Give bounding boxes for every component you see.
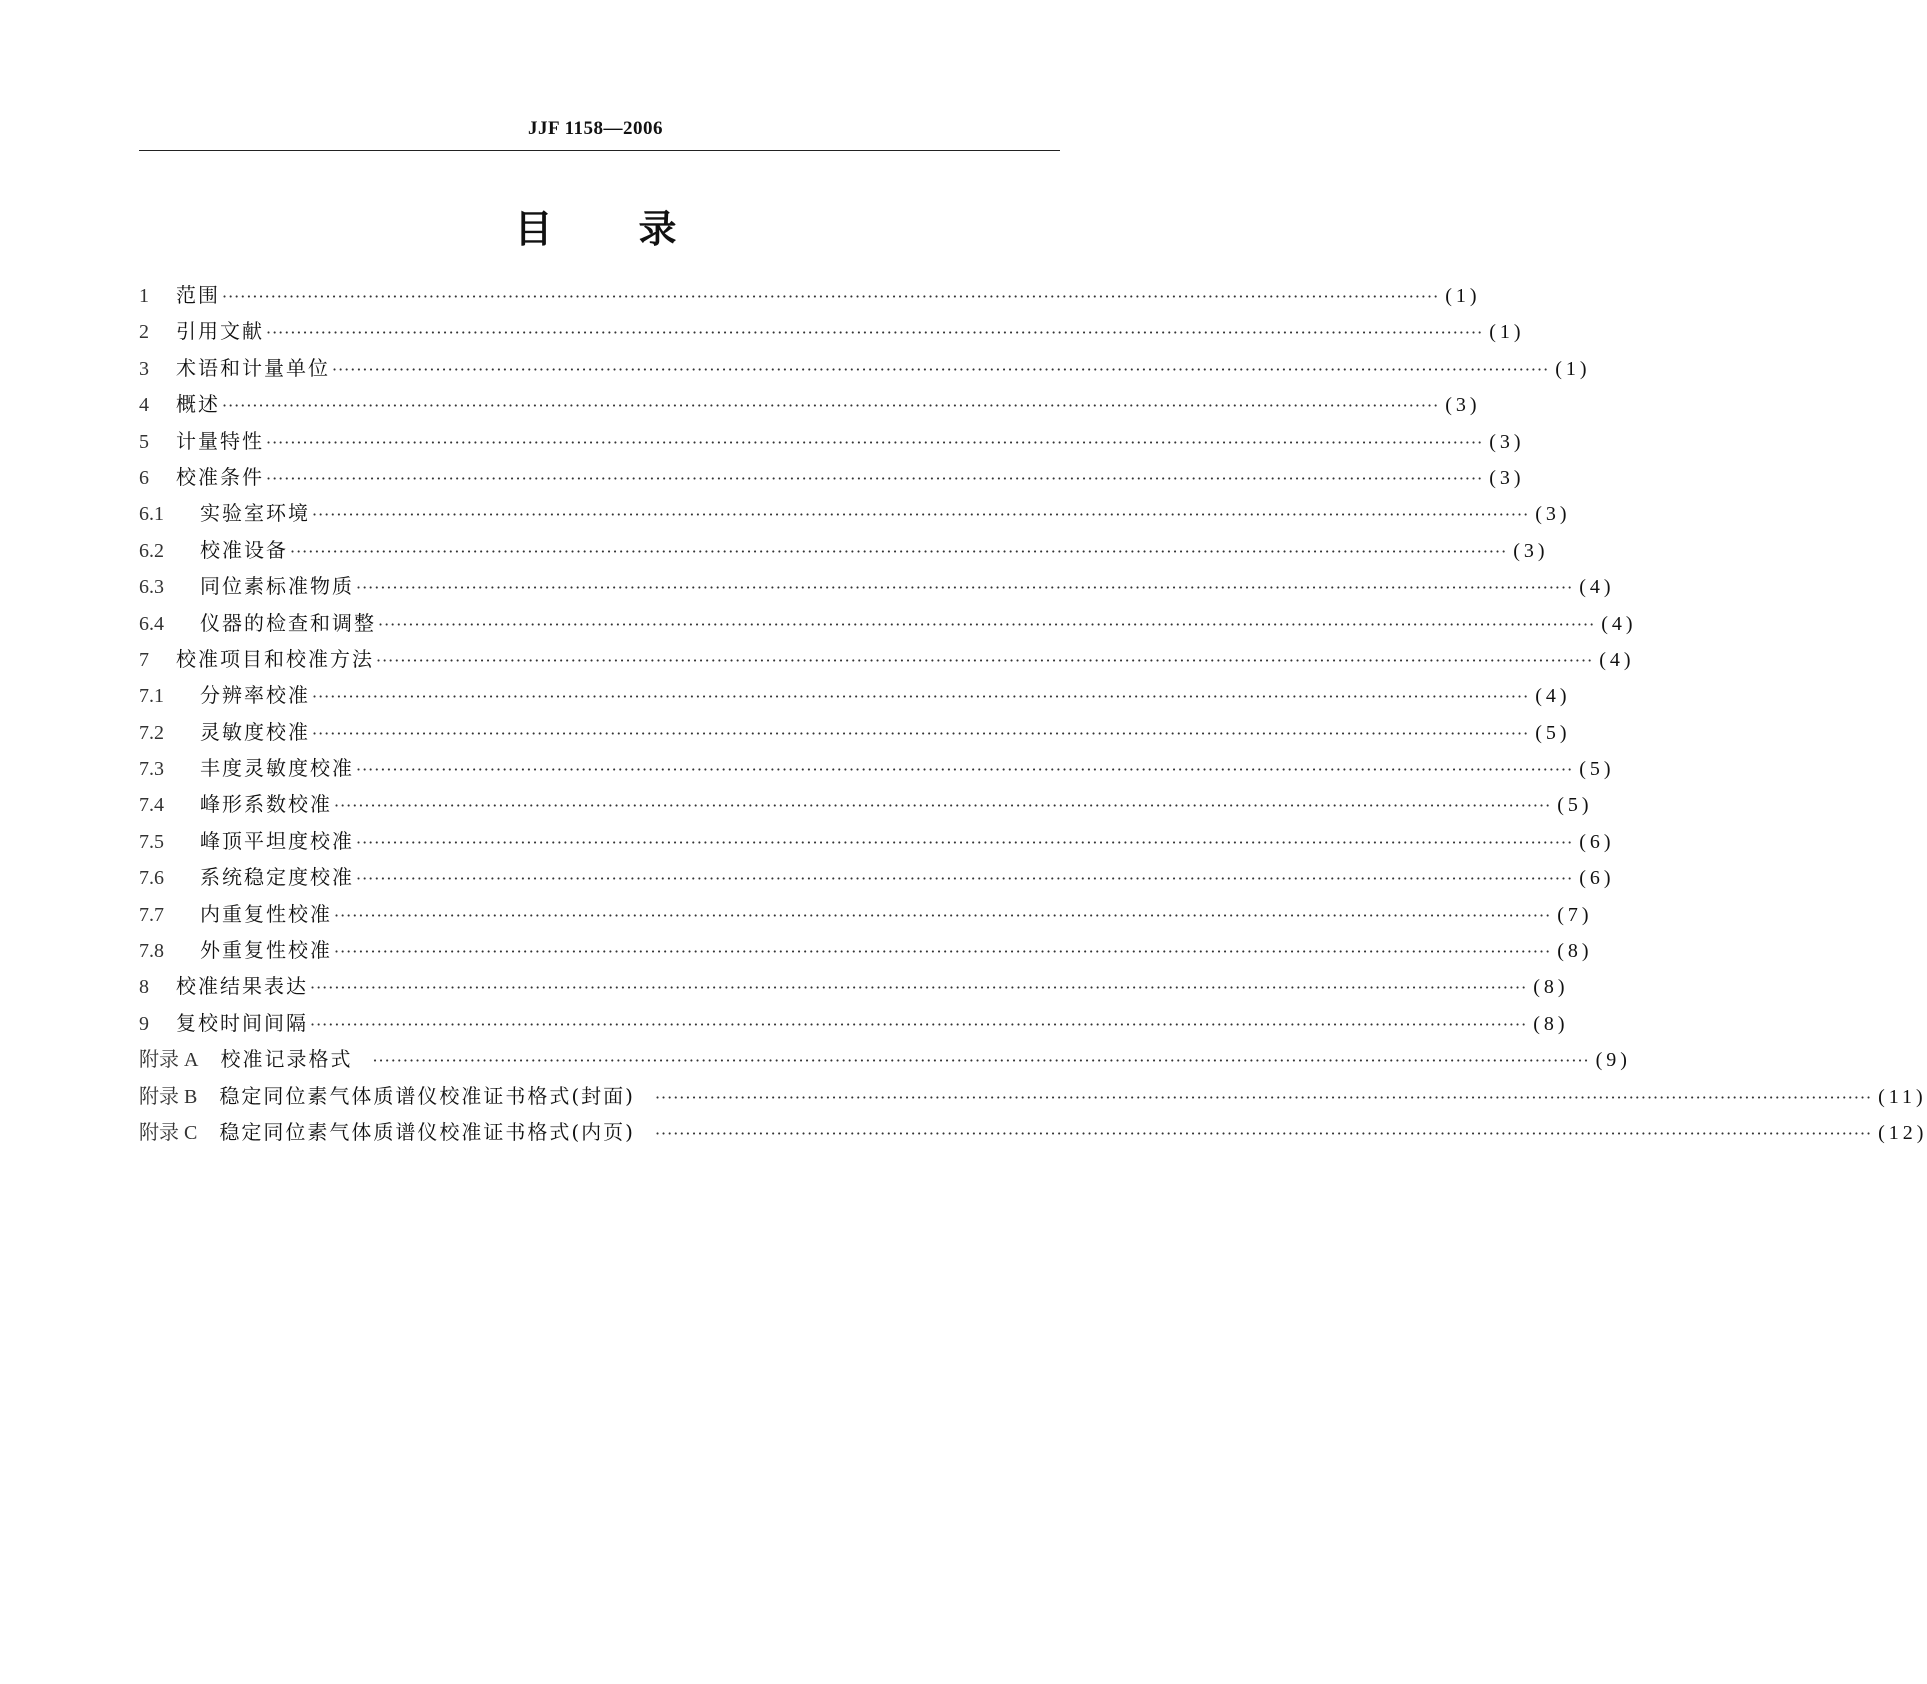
toc-entry[interactable]	[139, 677, 1571, 713]
toc-heading	[0, 198, 1191, 253]
toc-entry-page: (4)	[1599, 648, 1635, 671]
toc-entry-page: (11)	[1878, 1085, 1927, 1108]
toc-entry-page: (3)	[1489, 430, 1525, 453]
toc-entry-title: 校准结果表达	[176, 974, 308, 999]
document-code: JJF 1158—2006	[527, 118, 664, 139]
toc-entry-page: (1)	[1445, 285, 1481, 307]
toc-entry-page: (8)	[1533, 1012, 1569, 1035]
toc-entry-page: (7)	[1557, 903, 1593, 926]
toc-leader-dots: ········································································································································································································	[310, 1014, 1528, 1034]
toc-entry-number: 7	[139, 648, 149, 671]
toc-entry-number: 附录 B	[139, 1085, 198, 1108]
toc-entry[interactable]	[139, 823, 1615, 859]
toc-entry-number: 3	[139, 357, 149, 380]
toc-leader-dots: ········································································································································································································	[356, 869, 1574, 889]
toc-entry-number: 6.1	[139, 503, 164, 526]
toc-leader-dots: ········································································································································································································	[266, 468, 1484, 488]
toc-entry-number: 6.2	[139, 539, 164, 562]
toc-leader-dots: ········································································································································································································	[378, 614, 1596, 634]
toc-entry-number: 附录 C	[139, 1121, 198, 1144]
toc-entry[interactable]	[139, 350, 1591, 386]
toc-entry-number: 7.5	[139, 830, 164, 853]
toc-entry-number: 7.6	[139, 867, 164, 890]
toc-entry-title: 同位素标准物质	[200, 574, 354, 599]
toc-entry[interactable]	[139, 1005, 1569, 1041]
toc-heading-char-2: 录	[638, 207, 677, 251]
toc-entry-number: 附录 A	[139, 1049, 199, 1072]
toc-leader-dots: ········································································································································································································	[312, 723, 1530, 743]
toc-entry-title: 分辨率校准	[200, 683, 310, 708]
toc-entry-page: (8)	[1533, 976, 1569, 999]
toc-entry[interactable]	[139, 277, 1481, 313]
toc-entry-page: (9)	[1595, 1049, 1631, 1072]
toc-entry-page: (6)	[1579, 830, 1615, 853]
toc-entry-page: (8)	[1557, 940, 1593, 963]
toc-entry-title: 概述	[176, 392, 220, 417]
toc-entry-title: 范围	[176, 283, 220, 307]
toc-entry-title: 外重复性校准	[200, 938, 332, 963]
toc-leader-dots: ········································································································································································································	[290, 541, 1508, 561]
toc-entry-number: 7.8	[139, 940, 164, 963]
toc-entry-page: (3)	[1513, 539, 1549, 562]
toc-entry-title: 复校时间间隔	[176, 1010, 308, 1035]
toc-entry-page: (1)	[1555, 357, 1591, 380]
toc-entry-title: 峰顶平坦度校准	[200, 828, 354, 853]
toc-entry-page: (5)	[1535, 721, 1571, 744]
toc-entry[interactable]	[139, 459, 1525, 495]
table-of-contents	[139, 277, 1927, 1150]
toc-entry-number: 8	[139, 976, 149, 999]
toc-entry-title: 校准条件	[176, 464, 264, 489]
toc-entry[interactable]	[139, 641, 1635, 677]
toc-leader-dots: ········································································································································································································	[334, 796, 1552, 816]
toc-entry[interactable]	[139, 968, 1569, 1004]
toc-entry-title: 稳定同位素气体质谱仪校准证书格式(内页)	[219, 1119, 635, 1144]
toc-entry-title: 灵敏度校准	[200, 719, 310, 744]
toc-leader-dots: ········································································································································································································	[356, 760, 1574, 780]
toc-entry[interactable]	[139, 605, 1637, 641]
toc-entry-number: 7.2	[139, 721, 164, 744]
toc-entry[interactable]	[139, 750, 1615, 786]
toc-entry[interactable]	[139, 313, 1525, 349]
toc-entry-title: 峰形系数校准	[200, 792, 332, 817]
toc-leader-dots: ········································································································································································································	[356, 578, 1574, 598]
toc-entry[interactable]	[139, 532, 1549, 568]
toc-leader-dots: ········································································································································································································	[334, 942, 1552, 962]
toc-entry[interactable]	[139, 1078, 1927, 1114]
toc-entry-page: (3)	[1489, 466, 1525, 489]
header-divider	[139, 150, 1060, 151]
toc-entry-number: 4	[139, 394, 149, 417]
toc-heading-char-1: 目	[514, 207, 553, 251]
toc-leader-dots: ········································································································································································································	[312, 687, 1530, 707]
toc-entry-page: (4)	[1579, 576, 1615, 599]
toc-leader-dots: ········································································································································································································	[334, 905, 1552, 925]
toc-entry-title: 校准记录格式	[220, 1047, 353, 1072]
toc-leader-dots: ········································································································································································································	[654, 1123, 1873, 1143]
toc-entry[interactable]	[139, 495, 1571, 531]
toc-entry[interactable]	[139, 859, 1615, 895]
toc-entry-number: 6.3	[139, 576, 164, 599]
toc-entry-title: 引用文献	[176, 319, 264, 344]
toc-entry[interactable]	[139, 786, 1593, 822]
toc-entry-number: 9	[139, 1012, 149, 1035]
toc-leader-dots: ········································································································································································································	[372, 1051, 1590, 1071]
toc-entry-number: 6.4	[139, 612, 164, 635]
toc-entry-number: 6	[139, 466, 149, 489]
toc-entry-page: (12)	[1878, 1121, 1927, 1144]
toc-leader-dots: ········································································································································································································	[310, 978, 1528, 998]
toc-leader-dots: ········································································································································································································	[332, 359, 1550, 379]
toc-entry-number: 7.1	[139, 685, 164, 708]
toc-entry[interactable]	[139, 423, 1525, 459]
toc-entry[interactable]	[139, 1041, 1631, 1077]
toc-entry-title: 校准项目和校准方法	[176, 646, 374, 671]
toc-entry-number: 7.7	[139, 903, 164, 926]
toc-entry-page: (3)	[1535, 503, 1571, 526]
toc-entry-title: 稳定同位素气体质谱仪校准证书格式(封面)	[219, 1083, 635, 1108]
toc-entry-page: (4)	[1601, 612, 1637, 635]
toc-leader-dots: ········································································································································································································	[222, 396, 1440, 416]
toc-entry-title: 术语和计量单位	[176, 355, 330, 380]
toc-entry-page: (5)	[1557, 794, 1593, 817]
toc-entry-page: (6)	[1579, 867, 1615, 890]
toc-entry-number: 1	[139, 285, 149, 307]
toc-entry-title: 系统稳定度校准	[200, 865, 354, 890]
toc-leader-dots: ········································································································································································································	[266, 432, 1484, 452]
toc-entry-number: 7.3	[139, 758, 164, 781]
toc-entry-page: (4)	[1535, 685, 1571, 708]
toc-entry-number: 5	[139, 430, 149, 453]
toc-entry-number: 7.4	[139, 794, 164, 817]
toc-leader-dots: ········································································································································································································	[654, 1087, 1873, 1107]
toc-entry-title: 内重复性校准	[200, 901, 332, 926]
toc-entry-title: 计量特性	[176, 428, 264, 453]
toc-leader-dots: ········································································································································································································	[376, 650, 1594, 670]
toc-leader-dots: ········································································································································································································	[222, 287, 1440, 306]
toc-leader-dots: ········································································································································································································	[266, 323, 1484, 343]
toc-entry-page: (5)	[1579, 758, 1615, 781]
toc-entry[interactable]	[139, 896, 1593, 932]
toc-entry[interactable]	[139, 714, 1571, 750]
toc-entry-number: 2	[139, 321, 149, 344]
toc-leader-dots: ········································································································································································································	[356, 832, 1574, 852]
toc-entry-page: (3)	[1445, 394, 1481, 417]
toc-entry-title: 丰度灵敏度校准	[200, 756, 354, 781]
toc-entry[interactable]	[139, 932, 1593, 968]
toc-entry-title: 实验室环境	[200, 501, 310, 526]
toc-entry[interactable]	[139, 568, 1615, 604]
toc-entry[interactable]	[139, 1114, 1927, 1150]
toc-entry-title: 校准设备	[200, 537, 288, 562]
toc-entry-page: (1)	[1489, 321, 1525, 344]
toc-entry[interactable]	[139, 386, 1481, 422]
toc-entry-title: 仪器的检查和调整	[200, 610, 376, 635]
toc-leader-dots: ········································································································································································································	[312, 505, 1530, 525]
